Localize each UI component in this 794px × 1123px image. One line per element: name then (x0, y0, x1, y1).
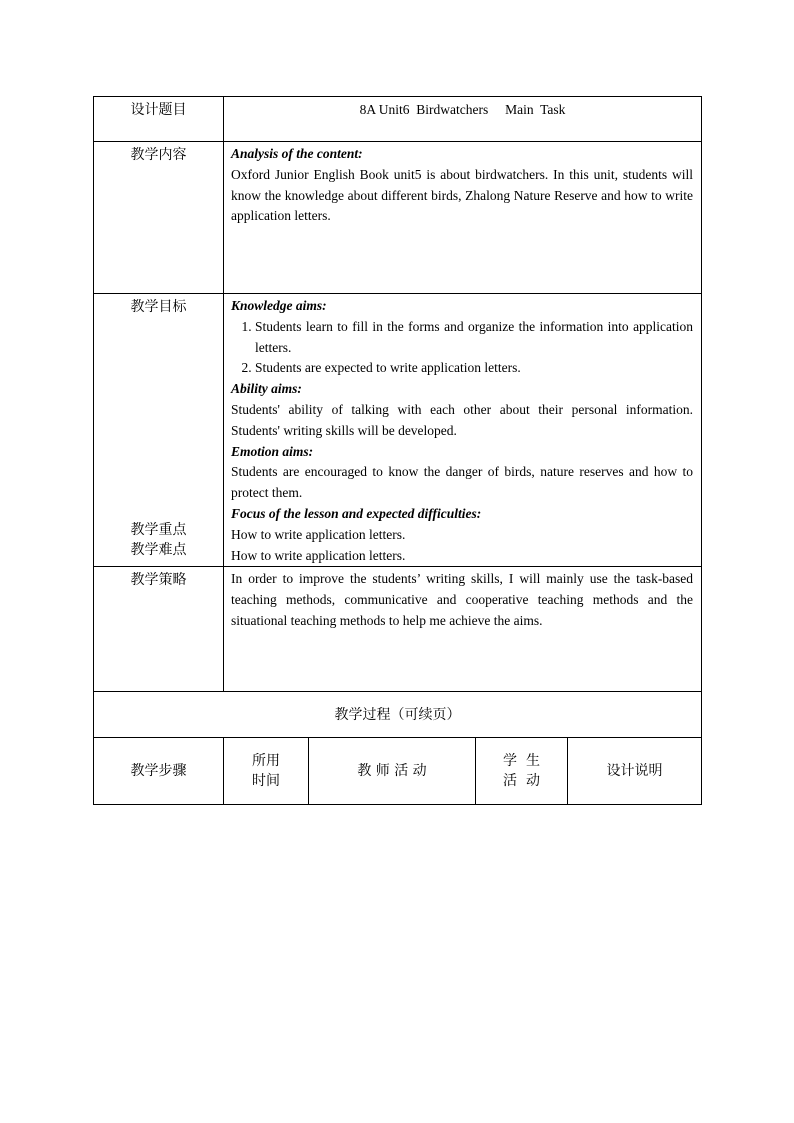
list-item: 2. Students are expected to write application letters. (255, 358, 693, 379)
difficult-points-text: How to write application letters. (231, 547, 406, 563)
lesson-plan-page (93, 96, 701, 805)
key-points-label: 教学重点 (130, 522, 187, 538)
knowledge-aims-heading: Knowledge aims: (231, 298, 327, 313)
col-steps-header: 教学步骤 (94, 738, 224, 805)
ability-aims-heading: Ability aims: (231, 381, 302, 397)
strategy-cell (224, 567, 702, 692)
knowledge-aims-list (231, 317, 693, 379)
content-text: Oxford Junior English Book unit5 is about birdwatchers. In this unit, students will know the knowledge about different birds, Zhalong Nature Reserve and how to write application letters. (231, 166, 694, 224)
design-topic-row (94, 97, 702, 142)
col-time-line2: 时间 (252, 773, 280, 790)
key-points-text: How to write application letters. (231, 526, 406, 542)
process-title: 教学过程（可续页） (94, 692, 702, 738)
col-teacher-header: 教 师 活 动 (309, 738, 476, 805)
lesson-plan-table (93, 96, 702, 805)
design-topic-label: 设计题目 (94, 97, 224, 142)
difficult-points-label: 教学难点 (130, 542, 187, 558)
content-cell (224, 142, 702, 294)
col-student-header (476, 738, 568, 805)
emotion-aims-text: Students are encouraged to know the danger of birds, nature reserves and how to protect them. (231, 464, 694, 501)
strategy-row (94, 567, 702, 692)
col-notes-header: 设计说明 (568, 738, 702, 805)
process-header-row (94, 738, 702, 805)
col-time-line1: 所用 (252, 753, 280, 770)
aims-row (94, 294, 702, 567)
strategy-text: In order to improve the students’ writing skills, I will mainly use the task-based teaching methods, communicative and cooperative teaching methods and the situational teaching methods to help me achieve the aims. (231, 571, 694, 628)
list-item: 1. Students learn to fill in the forms and organize the information into application letters. (255, 317, 693, 359)
col-time-header (224, 738, 309, 805)
aims-label: 教学目标 (130, 299, 187, 315)
process-title-row (94, 692, 702, 738)
col-student-line1: 学 生 (503, 753, 540, 770)
col-student-line2: 活 动 (503, 773, 540, 790)
content-heading: Analysis of the content: (231, 146, 363, 161)
ability-aims-text: Students' ability of talking with each other about their personal information. Students' writing skills will be developed. (231, 401, 694, 438)
design-topic-value: 8A Unit6 Birdwatchers Main Task (224, 97, 702, 142)
strategy-label: 教学策略 (94, 567, 224, 692)
content-row (94, 142, 702, 294)
content-label: 教学内容 (94, 142, 224, 294)
focus-heading: Focus of the lesson and expected difficulties: (231, 505, 482, 521)
emotion-aims-heading: Emotion aims: (231, 443, 314, 459)
aims-cell (224, 294, 702, 567)
aims-label-cell (94, 294, 224, 567)
